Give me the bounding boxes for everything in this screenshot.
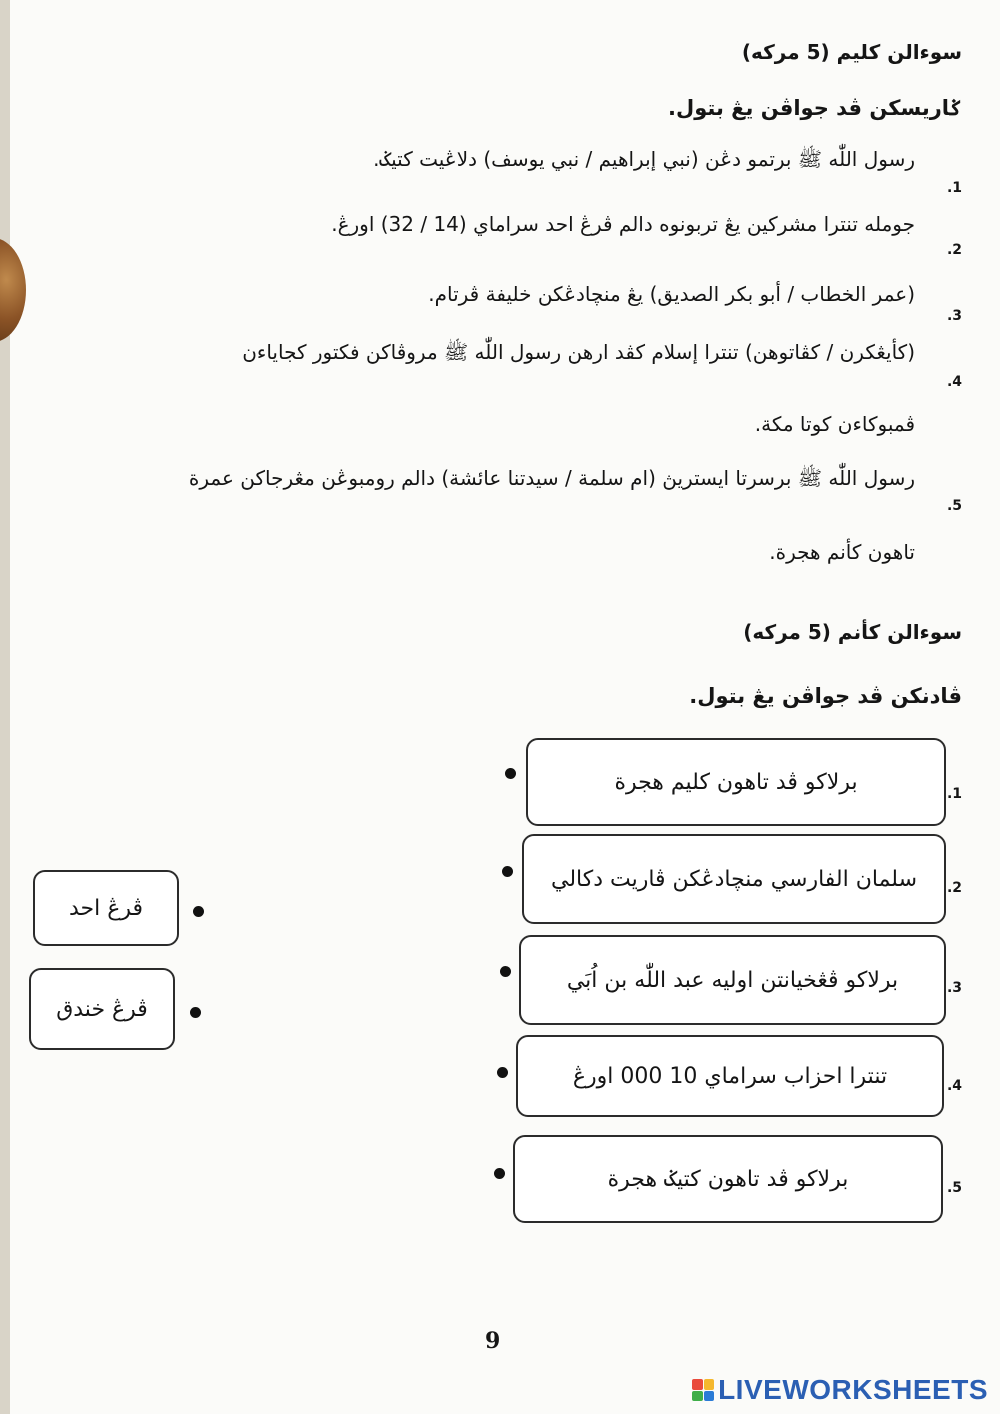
section1-instruction: ݢاريسكن ڤد جواڤن يڠ بتول. [668,96,962,120]
section2-title: سوءالن كأنم (5 مركه) [743,620,962,644]
answer-box-khandaq: ڤرڠ خندق [29,968,175,1050]
match-item-2-number: .2 [946,880,962,896]
question-3-number: .3 [946,308,962,324]
question-2-number: .2 [946,242,962,258]
question-5-text-line1: رسول اللّٰه ﷺ برسرتا ايستريڽ (ام سلمة / سيدتنا عائشة) دالم رومبوڠن مڠرجاكن عمرة [188,466,915,490]
match-item-4-connector-dot[interactable] [497,1067,508,1078]
answer-khandaq-connector-dot[interactable] [190,1007,201,1018]
liveworksheets-branding [692,1374,988,1406]
question-3-text: (عمر الخطاب / أبو بكر الصديق) يڠ منچادڠكن خليفة ڤرتام. [428,282,915,306]
liveworksheets-wordmark: LIVEWORKSHEETS [718,1374,988,1405]
question-4-text-line1: (كأيڠكرن / كڤاتوهن) تنترا إسلام كڤد ارهن رسول اللّٰه ﷺ مروڤاكن فكتور كجاياءن [242,340,915,364]
answer-box-uhud: ڤرڠ احد [33,870,179,946]
match-item-3: برلاكو ڤڠخيانتن اوليه عبد اللّٰه بن اُبَي [519,935,946,1025]
section1-title: سوءالن كليم (5 مركه) [741,40,962,64]
match-item-5-number: .5 [946,1180,962,1196]
match-item-1: برلاكو ڤد تاهون كليم هجرة [526,738,946,826]
question-4-text-line2: ڤمبوكاءن كوتا مكة. [754,412,915,436]
question-1-text: رسول اللّٰه ﷺ برتمو دڠن (نبي إبراهيم / نبي يوسف) دلاڠيت كتيݢ. [373,147,915,171]
answer-uhud-connector-dot[interactable] [193,906,204,917]
section2-instruction: ڤادنكن ڤد جواڤن يڠ بتول. [689,684,962,708]
match-item-3-number: .3 [946,980,962,996]
match-item-2-connector-dot[interactable] [502,866,513,877]
page-number: 9 [485,1328,501,1354]
match-item-1-connector-dot[interactable] [505,768,516,779]
liveworksheets-logo-icon [692,1379,714,1401]
page-edge-shadow [0,0,10,1414]
match-item-4-number: .4 [946,1078,962,1094]
match-item-4: تنترا احزاب سراماي 10 000 اورڠ [516,1035,944,1117]
question-5-number: .5 [946,498,962,514]
question-4-number: .4 [946,374,962,390]
match-item-2: سلمان الفارسي منچادڠكن ڤاريت دکالي [522,834,946,924]
question-5-text-line2: تاهون كأنم هجرة. [769,540,915,564]
match-item-1-number: .1 [946,786,962,802]
question-2-text: جومله تنترا مشركين يڠ تربونوه دالم ڤرڠ احد سراماي (14 / 32) اورڠ. [331,212,915,236]
match-item-5-connector-dot[interactable] [494,1168,505,1179]
question-1-number: .1 [946,180,962,196]
match-item-5: برلاكو ڤد تاهون كتيݢ هجرة [513,1135,943,1223]
match-item-3-connector-dot[interactable] [500,966,511,977]
